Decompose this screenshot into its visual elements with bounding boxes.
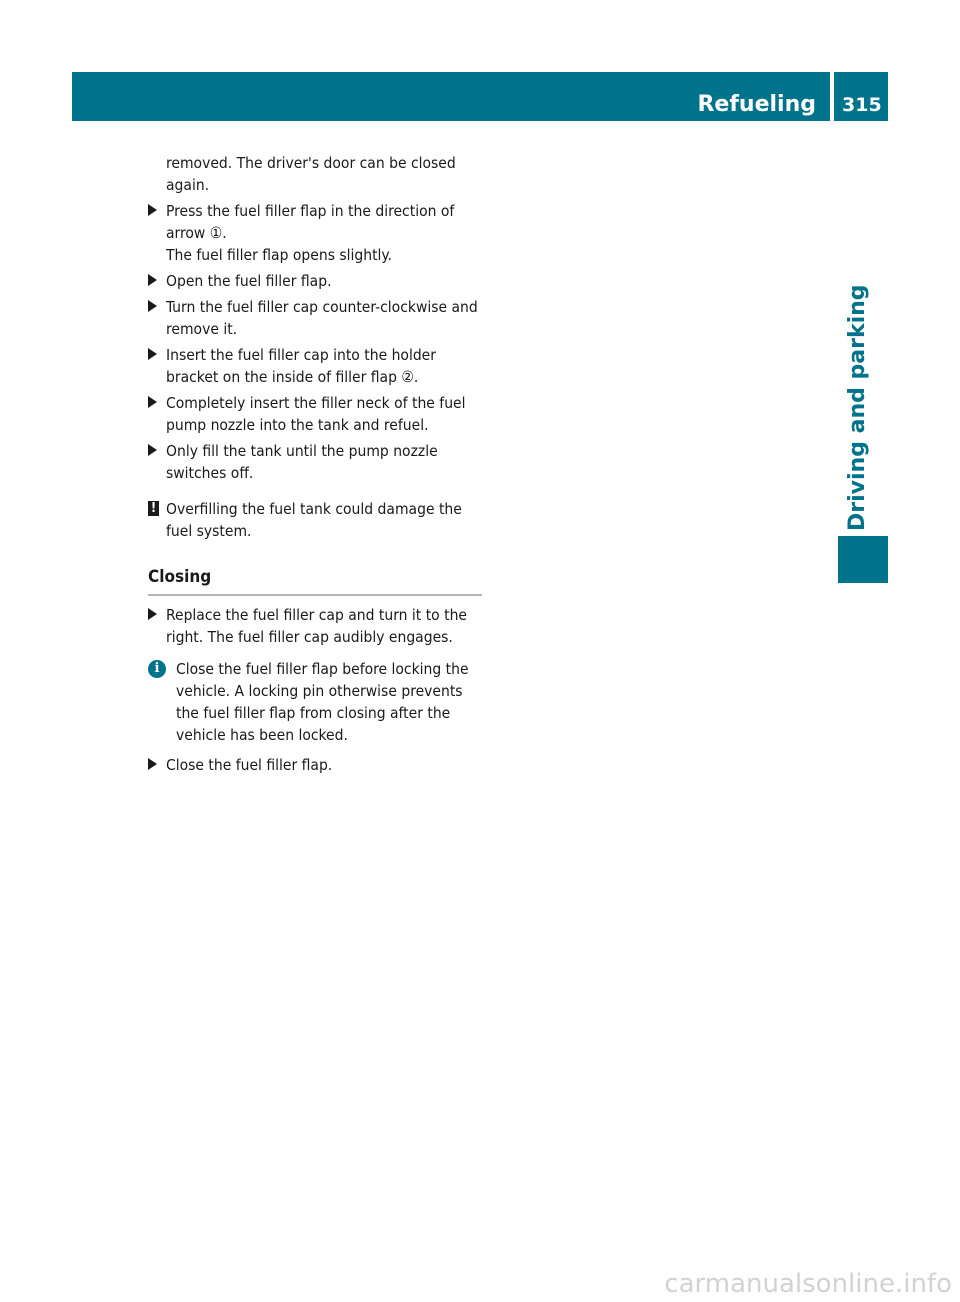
step-item [148,440,482,484]
step-text: Turn the fuel filler cap counter-clockwise and remove it. [166,298,478,338]
step-item [148,604,482,648]
info-note [148,658,482,746]
step-arrow-icon [148,348,157,360]
step-item [148,754,482,776]
step-text: Insert the fuel filler cap into the holder bracket on the inside of filler flap ②. [166,346,436,386]
side-chapter-marker [838,536,888,583]
section-title: Refueling [697,92,816,117]
step-result: The fuel filler flap opens slightly. [166,246,392,264]
step-arrow-icon [148,300,157,312]
warning-note [148,498,482,542]
step-text: Only fill the tank until the pump nozzle switches off. [166,442,438,482]
step-text: Open the fuel filler flap. [166,272,332,290]
side-chapter-label: Driving and parking [845,284,870,531]
step-item [148,270,482,292]
info-icon: i [148,660,166,678]
step-text: Completely insert the filler neck of the fuel pump nozzle into the tank and refuel. [166,394,466,434]
step-arrow-icon [148,274,157,286]
step-arrow-icon [148,608,157,620]
step-item [148,296,482,340]
intro-paragraph: removed. The driver's door can be closed again. [166,154,456,194]
page-number: 315 [842,94,882,116]
section-heading-closing: Closing [148,566,482,596]
step-text: Replace the fuel filler cap and turn it to the right. The fuel filler cap audibly engages. [166,606,468,646]
step-item [148,392,482,436]
warning-text: Overfilling the fuel tank could damage the fuel system. [166,500,462,540]
exclamation-icon: ! [148,501,159,516]
step-arrow-icon [148,396,157,408]
step-arrow-icon [148,758,157,770]
step-text: Press the fuel filler flap in the direction of arrow ①. [166,202,455,242]
info-text: Close the fuel filler flap before locking the vehicle. A locking pin otherwise prevents the fuel filler flap from closing after the vehicle has been locked. [176,660,469,744]
step-arrow-icon [148,204,157,216]
step-arrow-icon [148,444,157,456]
page-header-bar [72,72,888,121]
step-text: Close the fuel filler flap. [166,756,333,774]
step-item [148,344,482,388]
step-item [148,200,482,266]
main-content [148,152,482,776]
site-watermark: carmanualsonline.info [664,1269,952,1299]
header-divider [830,72,834,121]
